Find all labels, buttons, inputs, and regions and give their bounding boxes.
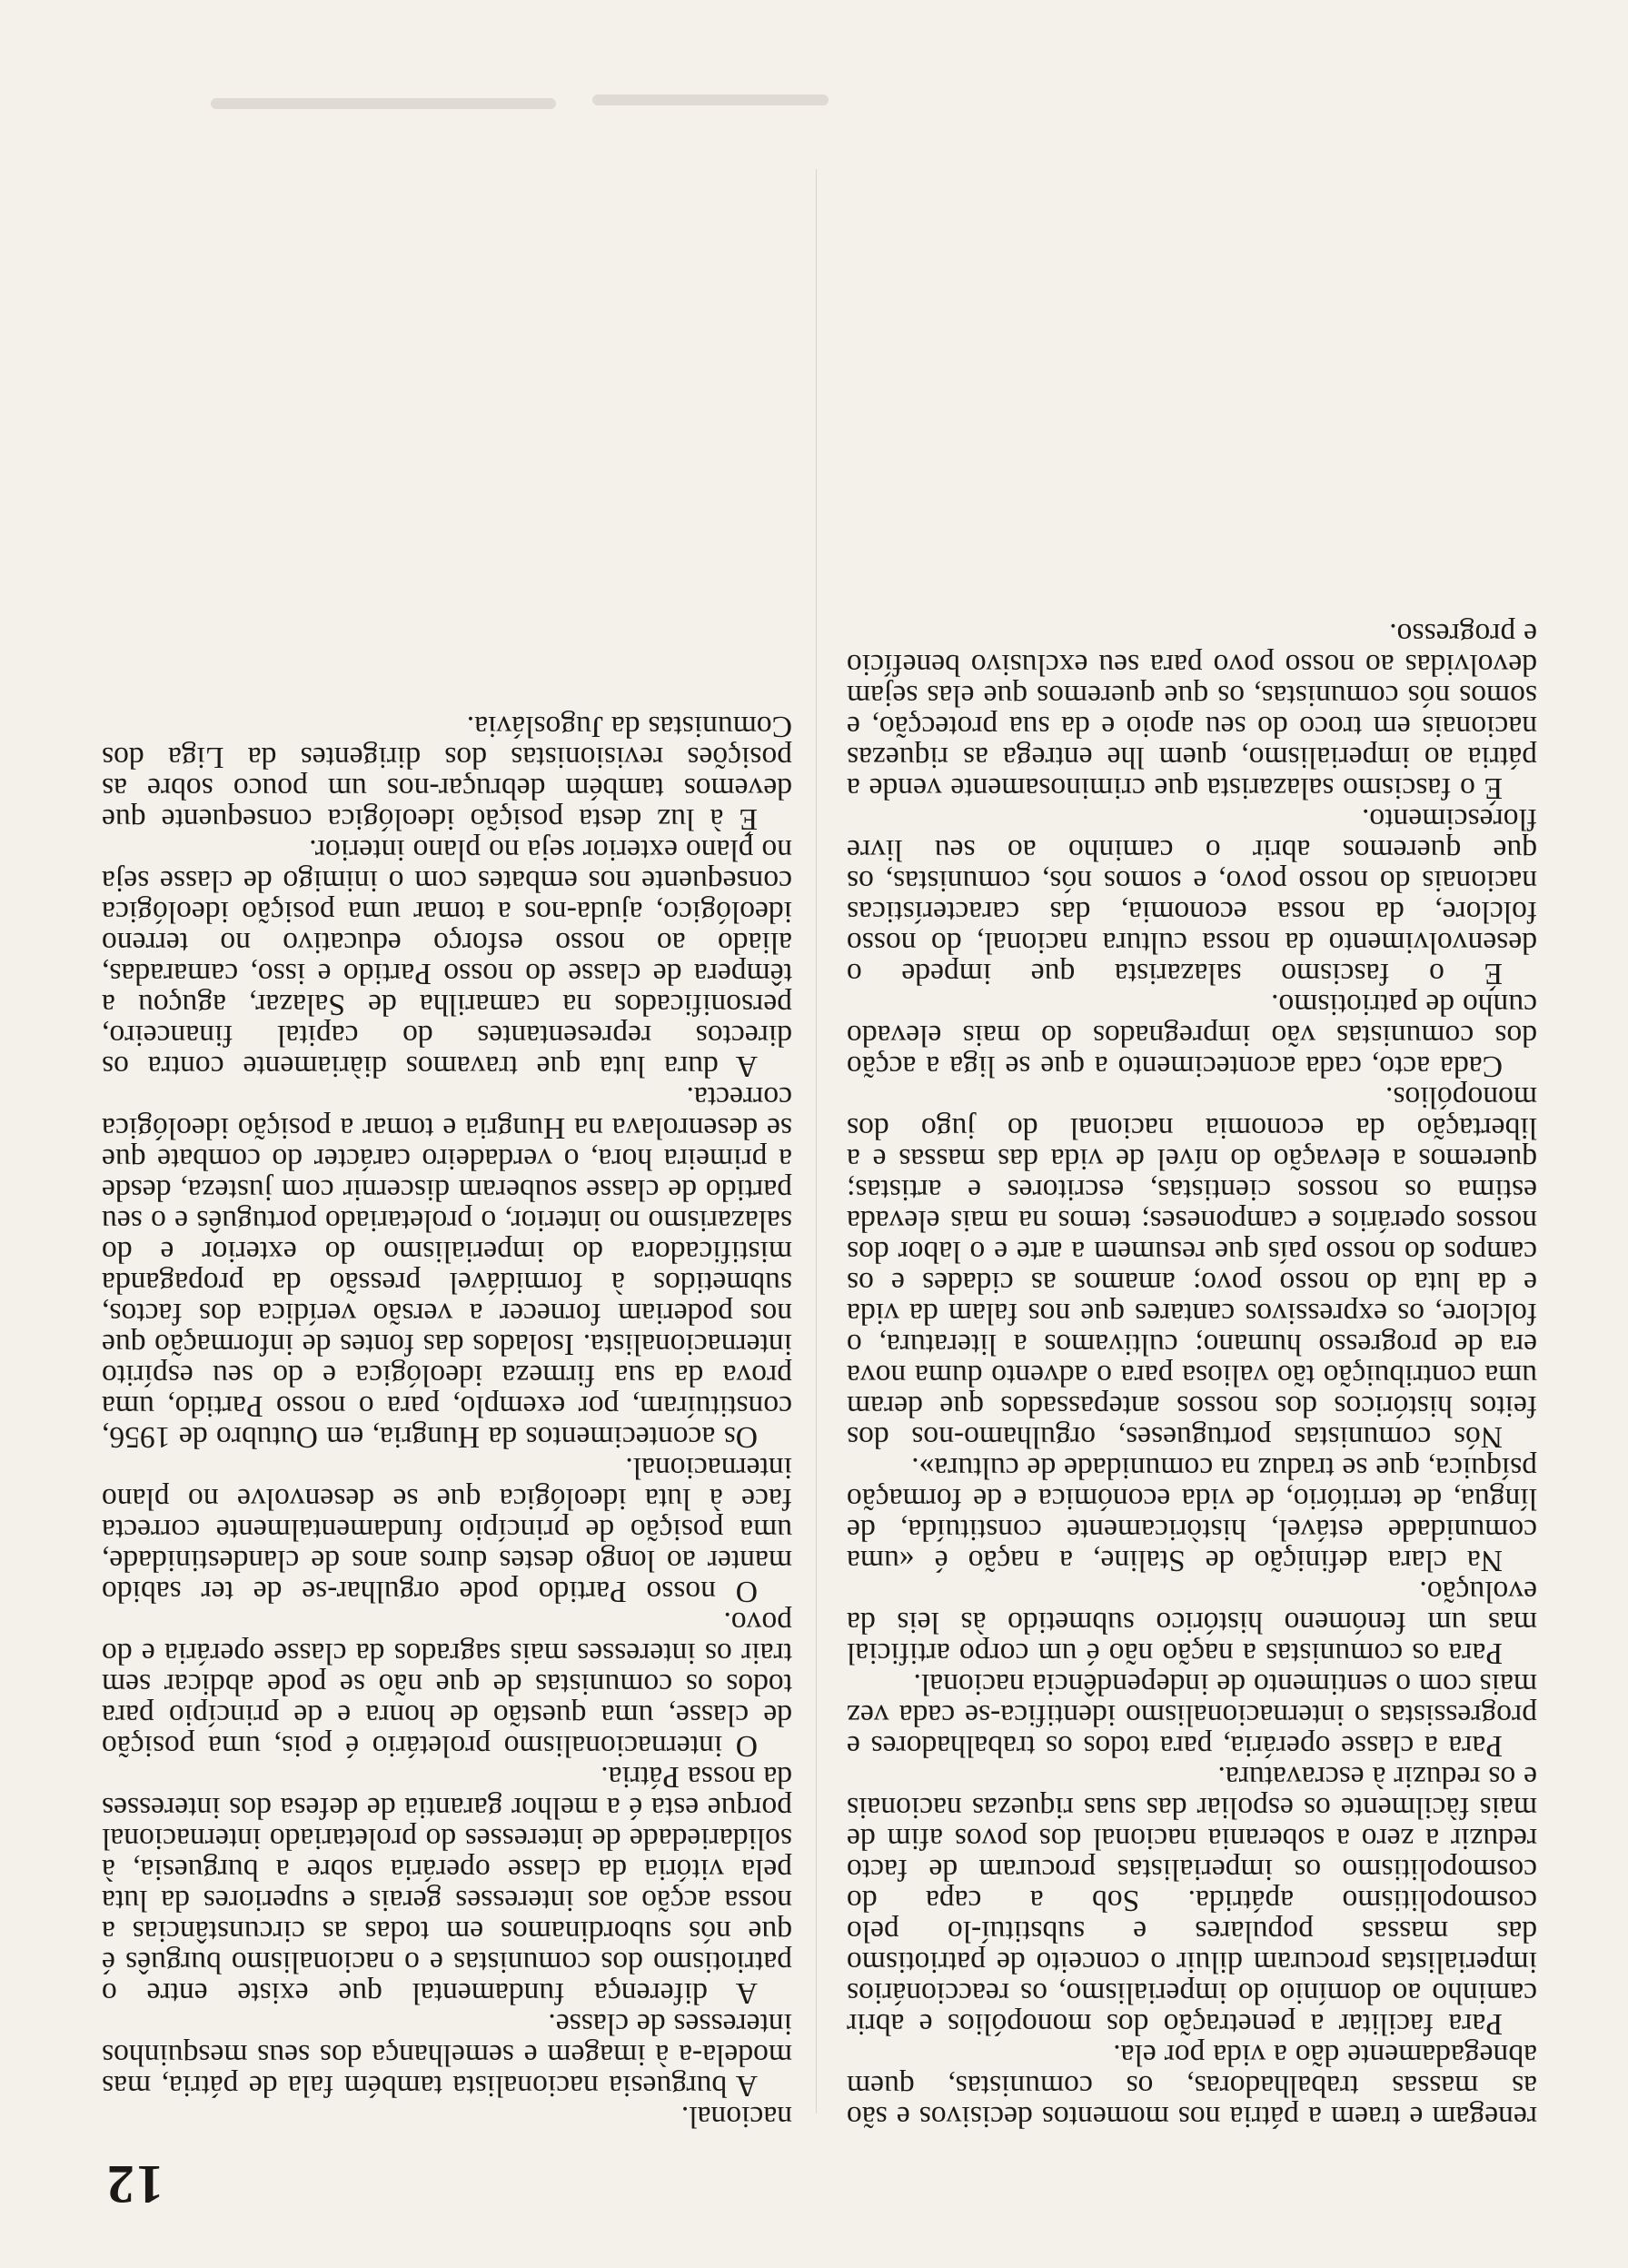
paragraph: Cada acto, cada acontecimento a que se liga a acção dos comunistas vão impregnados do mais elevado cunho de patriotismo. bbox=[847, 988, 1537, 1083]
paragraph: O internacionalismo proletário é pois, uma posição de classe, uma questão de honra e de princípio para todos os comunistas de que não se pode abdicar sem trair os interesses mais sagrados da classe operária e do povo. bbox=[102, 1606, 792, 1763]
column-divider bbox=[816, 169, 817, 2114]
left-column bbox=[847, 618, 1537, 2132]
paragraph: A burguesia nacionalista também fala de pátria, mas modela-a à imagem e semelhança dos seus mesquinhos interesses de classe. bbox=[102, 2007, 792, 2103]
paragraph: Para facilitar a penetração dos monopólios e abrir caminho ao domínio do imperialismo, os reaccionários imperialistas procuram diluir o conceito de patriotismo das massas populares e substituí-lo pelo cosmopolitismo apátrida. Sob a capa do cosmopolitismo os imperialistas procuram de facto reduzir a zero a soberania nacional dos povos afim de mais fàcilmente os espoliar das suas riquezas nacionais e os reduzir à escravatura. bbox=[847, 1760, 1537, 2041]
page-smudge bbox=[592, 94, 829, 105]
paragraph: É à luz desta posição ideológica consequente que devemos também debruçar-nos um pouco sobre as posições revisionistas dos dirigentes da Liga dos Comunistas da Jugoslávia. bbox=[102, 710, 792, 836]
page-number: 12 bbox=[105, 2154, 164, 2214]
paragraph: É o fascismo salazarista que criminosamente vende a pátria ao imperialismo, quem lhe entrega as riquezas nacionais em troco do seu apoio e da sua protecção, e somos nós comunistas, os que queremos que elas sejam devolvidas ao nosso povo para seu exclusivo benefício e progresso. bbox=[847, 617, 1537, 805]
paragraph: A diferença fundamental que existe entre o patriotismo dos comunistas e o nacionalismo burguês é que nós subordinamos em todas as circunstâncias a nossa acção aos interesses gerais e superiores da luta pela vitória da classe operária sobre a burguesia, à solidariedade de interesses do proletariado internacional porque esta é a melhor garantia de defesa dos interesses da nossa Pátria. bbox=[102, 1760, 792, 2010]
paragraph: Para os comunistas a nação não é um corpo artificial mas um fenómeno histórico submetido às leis da evolução. bbox=[847, 1575, 1537, 1670]
paragraph: O nosso Partido pode orgulhar-se de ter sabido manter ao longo destes duros anos de clandestinidade, uma posição de princípio fundamentalmente correcta face à luta ideológica que se desenvolve no plano internacional. bbox=[102, 1451, 792, 1608]
paragraph: nacional. bbox=[680, 2100, 792, 2134]
paragraph: renegam e traem a pátria nos momentos decisivos e são as massas trabalhadoras, os comunistas, quem abnegadamente dão a vida por ela. bbox=[847, 2038, 1537, 2134]
paragraph: É o fascismo salazarista que impede o desenvolvimento da nossa cultura nacional, do nosso folclore, da nossa economia, das características nacionais do nosso povo, e somos nós, comunistas, os que queremos abrir o caminho ao seu livre florescimento. bbox=[847, 802, 1537, 990]
page-smudge bbox=[211, 98, 556, 109]
paragraph: A dura luta que travamos diàriamente contra os directos representantes do capital financeiro, personificados na camarilha de Salazar, aguçou a têmpera de classe do nosso Partido e isso, camaradas, aliado ao nosso esforço educativo no terreno ideológico, ajuda-nos a tomar uma posição ideológica consequente nos embates com o inimigo de classe seja no plano exterior seja no plano interior. bbox=[102, 833, 792, 1083]
paragraph: Na clara definição de Staline, a nação é «uma comunidade estável, històricamente constituída, de língua, de território, de vida económica e de formação psíquica, que se traduz na comunidade de cultura». bbox=[847, 1451, 1537, 1577]
right-column bbox=[102, 711, 792, 2132]
paragraph: Nós comunistas portugueses, orgulhamo-nos dos feitos históricos dos nossos antepassados que deram uma contribuição tão valiosa para o advento duma nova era de progresso humano; cultivamos a literatura, o folclore, os expressivos cantares que nos falam da vida e da luta do nosso povo; amamos as cidades e os campos do nosso país que resumem a arte e o labor dos nossos operários e camponeses; temos na mais elevada estima os nossos cientistas, escritores e artistas; queremos a elevação do nível de vida das massas e a libertação da economia nacional do jugo dos monopólios. bbox=[847, 1080, 1537, 1454]
paragraph: Os acontecimentos da Hungria, em Outubro de 1956, constituíram, por exemplo, para o nosso Partido, uma prova da sua firmeza ideológica e do seu espírito internacionalista. Isolados das fontes de informação que nos poderiam fornecer a versão verídica dos factos, submetidos à formidável pressão da propaganda mistificadora do imperialismo do exterior e do salazarismo no interior, o proletariado português e o seu partido de classe souberam discernir com justeza, desde a primeira hora, o verdadeiro carácter do combate que se desenrolava na Hungria e tomar a posição ideológica correcta. bbox=[102, 1080, 792, 1454]
paragraph: Para a classe operária, para todos os trabalhadores e progressistas o internacionalismo identifica-se cada vez mais com o sentimento de independência nacional. bbox=[847, 1667, 1537, 1763]
